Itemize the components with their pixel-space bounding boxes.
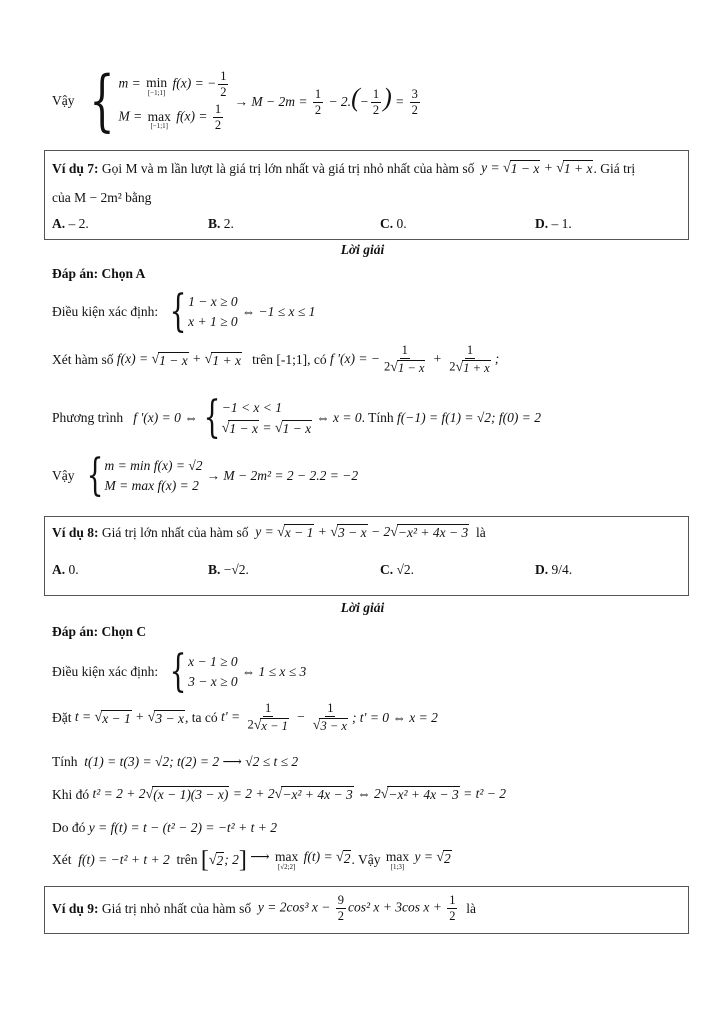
example-7-function: y = √ 1 − x + √ 1 + x: [481, 160, 593, 177]
solution-8-transform: Khi đó t² = 2 + 2 √ (x − 1)(3 − x) = 2 + 2 √ −x² + 4x − 3 ⇔ 2 √ −x² + 4x − 3 = t² − 2: [52, 786, 507, 803]
example-9-question: Ví dụ 9: Giá trị nhỏ nhất của hàm số y = 2cos³ x − $\frac{9}{2}$ cos² x + 3cos x + $\frac{1}{2}$ là: [52, 893, 476, 924]
solution-7-conclusion: Vậy { m = min f(x) = √2 M = max f(x) = 2 → M − 2m² = 2 − 2.2 = −2: [52, 450, 359, 501]
vay-label: Vậy: [52, 93, 75, 108]
example-7-option-c: C. 0.: [380, 216, 407, 231]
solution-8-domain: Điều kiện xác định: { x − 1 ≥ 0 3 − x ≥ 0 ⇔ 1 ≤ x ≤ 3: [52, 646, 307, 697]
example-9-label: Ví dụ 9:: [52, 900, 99, 916]
solution-8-title: Lời giải: [340, 600, 385, 615]
example-8-option-b: B. −√2.: [208, 562, 249, 577]
example-8-option-d: D. 9/4.: [535, 562, 573, 577]
solution-8-substitution: Đặt t = √ x − 1 + √ 3 − x , ta có t' = 1 2 √ x − 1 − 1 √ 3 − x ; t' = 0 ⇔ x = 2: [52, 701, 438, 734]
example-8-question: Ví dụ 8: Giá trị lớn nhất của hàm số y = √ x − 1 + √ 3 − x − 2 √ −x² + 4x − 3 là: [52, 524, 486, 541]
solution-7-domain: Điều kiện xác định: { 1 − x ≥ 0 x + 1 ≥ 0 ⇔ −1 ≤ x ≤ 1: [52, 286, 316, 337]
top-conclusion: Vậy { m = min [−1;1] f(x) = − $\frac{1}{2}$ M = max [−1;1] f(x) = $\frac{1}{2}$ → M − 2m = $\frac{1}{2}$ − 2.(− $\frac{1}{2}$ ) = $\frac{3}{2}$: [52, 62, 418, 139]
example-9-function: y = 2cos³ x − $\frac{9}{2}$ cos² x + 3cos x + $\frac{1}{2}$: [257, 893, 456, 924]
example-7-label: Ví dụ 7:: [52, 160, 99, 176]
solution-7-derivative: Xét hàm số f(x) = √ 1 − x + √ 1 + x trên [-1;1], có f '(x) = − 1 2 √ 1 − x + 1 2 √ 1 + x ;: [52, 343, 500, 376]
solution-8-conclusion: Xét f(t) = −t² + t + 2 trên [ √ 2 ; 2 ] ⟶ max [√2;2] f(t) = √ 2 . Vậy max [1;3] y = √ 2: [52, 847, 451, 873]
solution-7-equation: Phương trình f '(x) = 0 ⇔ { −1 < x < 1 √ 1 − x = √ 1 − x ⇔ x = 0 . Tính f(−1) = f(1) = √2; f(0) = 2: [52, 392, 541, 443]
solution-8-values: Tính t(1) = t(3) = √2; t(2) = 2 ⟶ √2 ≤ t ≤ 2: [52, 754, 299, 769]
example-7-option-b: B. 2.: [208, 216, 234, 231]
system-brace: { m = min [−1;1] f(x) = − $\frac{1}{2}$ M = max [−1;1] f(x) = $\frac{1}{2}$: [88, 62, 227, 139]
solution-8-function: Do đó y = f(t) = t − (t² − 2) = −t² + t + 2: [52, 820, 277, 835]
solution-8-answer: Đáp án: Chọn C: [52, 624, 147, 639]
example-7-question-cont: của M − 2m² bằng: [52, 190, 152, 205]
example-7-question: Ví dụ 7: Gọi M và m lần lượt là giá trị lớn nhất và giá trị nhỏ nhất của hàm số y = √ 1 − x + √ 1 + x . Giá trị: [52, 160, 636, 177]
example-8-option-c: C. √2.: [380, 562, 415, 577]
solution-7-title: Lời giải: [340, 242, 385, 257]
example-8-function: y = √ x − 1 + √ 3 − x − 2 √ −x² + 4x − 3: [255, 524, 469, 541]
example-8-option-a: A. 0.: [52, 562, 79, 577]
solution-7-answer: Đáp án: Chọn A: [52, 266, 146, 281]
example-8-label: Ví dụ 8:: [52, 524, 99, 540]
example-7-option-d: D. – 1.: [535, 216, 572, 231]
example-7-option-a: A. – 2.: [52, 216, 89, 231]
